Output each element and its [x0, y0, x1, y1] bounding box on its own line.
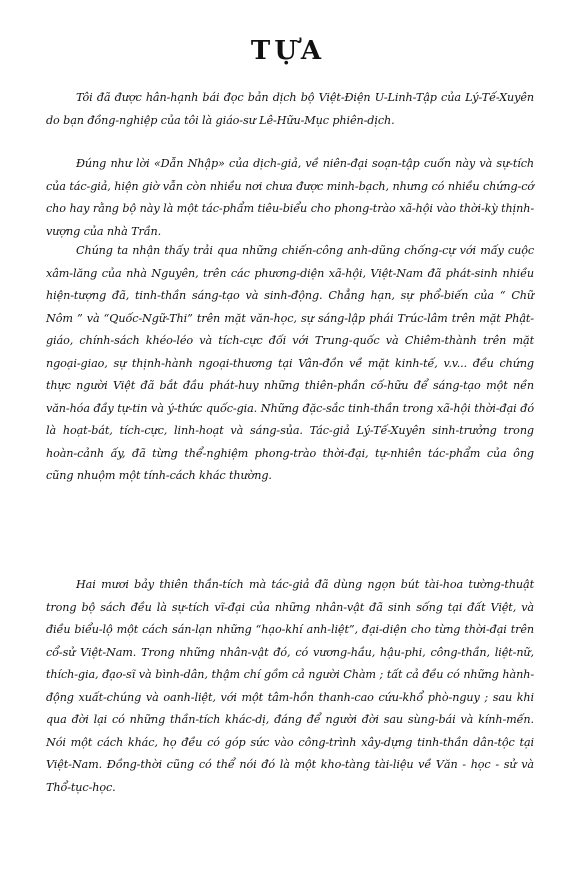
paragraph-3: Chúng ta nhận thấy trải qua những chiến-công anh-dũng chống-cự với mấy cuộc xâm-lăng của nhà Nguyên, trên các phương-diện xã-hội, Việt-Nam đã phát-sinh nhiều hiện-tượng đã, tinh-thần sáng-tạo và sinh-động. Chẳng hạn, sự phổ-biến của “ Chữ Nôm ” và “Quốc-Ngữ-Thi” trên mặt văn-học, sự sáng-lập phái Trúc-lâm trên mặt Phật-giáo, chính-sách khéo-léo và tích-cực đối với Trung-quốc và Chiêm-thành trên mặt ngoại-giao, sự thịnh-hành ngoại-thương tại Vân-đồn về mặt kinh-tế, v.v... đều chứng thực người Việt đã bắt đầu phát-huy những thiên-phần cố-hữu để sáng-tạo một nền văn-hóa đầy tự-tin và ý-thức quốc-gia. Những đặc-sắc tinh-thần trong xã-hội thời-đại đó là hoạt-bát, tích-cực, linh-hoạt và sáng-sủa. Tác-giả Lý-Tế-Xuyên sinh-trưởng trong hoàn-cảnh ấy, đã từng thể-nghiệm phong-trào thời-đại, tự-nhiên tác-phẩm của ông cũng nhuộm một tính-cách khác thường. — [46, 244, 534, 482]
paragraph-2: Đúng như lời «Dẫn Nhập» của dịch-giả, về niên-đại soạn-tập cuốn này và sự-tích của tác-giả, hiện giờ vẫn còn nhiều nơi chưa được minh-bạch, nhưng có nhiều chứng-cớ cho hay rằng bộ này là một tác-phẩm tiêu-biểu cho phong-trào xã-hội vào thời-kỳ thịnh-vượng của nhà Trần. — [46, 157, 534, 238]
paragraph-4: Hai mươi bảy thiên thần-tích mà tác-giả đã dùng ngọn bút tài-hoa tường-thuật trong bộ sách đều là sự-tích vĩ-đại của những nhân-vật đã sinh sống tại đất Việt, và điều biểu-lộ một cách sán-lạn những “hạo-khí anh-liệt”, đại-diện cho từng thời-đại trên cổ-sử Việt-Nam. Trong những nhân-vật đó, có vương-hầu, hậu-phi, công-thần, liệt-nữ, thích-gia, đạo-sĩ và bình-dân, thậm chí gồm cả người Chàm ; tất cả đều có những hành-động xuất-chúng và oanh-liệt, với một tâm-hồn thanh-cao cứu-khổ phò-nguy ; sau khi qua đời lại có những thần-tích khác-dị, đáng để người đời sau sùng-bái và kính-mến. Nói một cách khác, họ đều có góp sức vào công-trình xây-dựng tinh-thần dân-tộc tại Việt-Nam. Đồng-thời cũng có thể nói đó là một kho-tàng tài-liệu về Văn - học - sử và Thổ-tục-học. — [46, 578, 534, 794]
paragraph-1: Tôi đã được hân-hạnh bái đọc bản dịch bộ Việt-Điện U-Linh-Tập của Lý-Tế-Xuyên do bạn đồng-nghiệp của tôi là giáo-sư Lê-Hữu-Mục phiên-dịch. — [46, 91, 534, 127]
page-title: TỰA — [250, 36, 326, 66]
